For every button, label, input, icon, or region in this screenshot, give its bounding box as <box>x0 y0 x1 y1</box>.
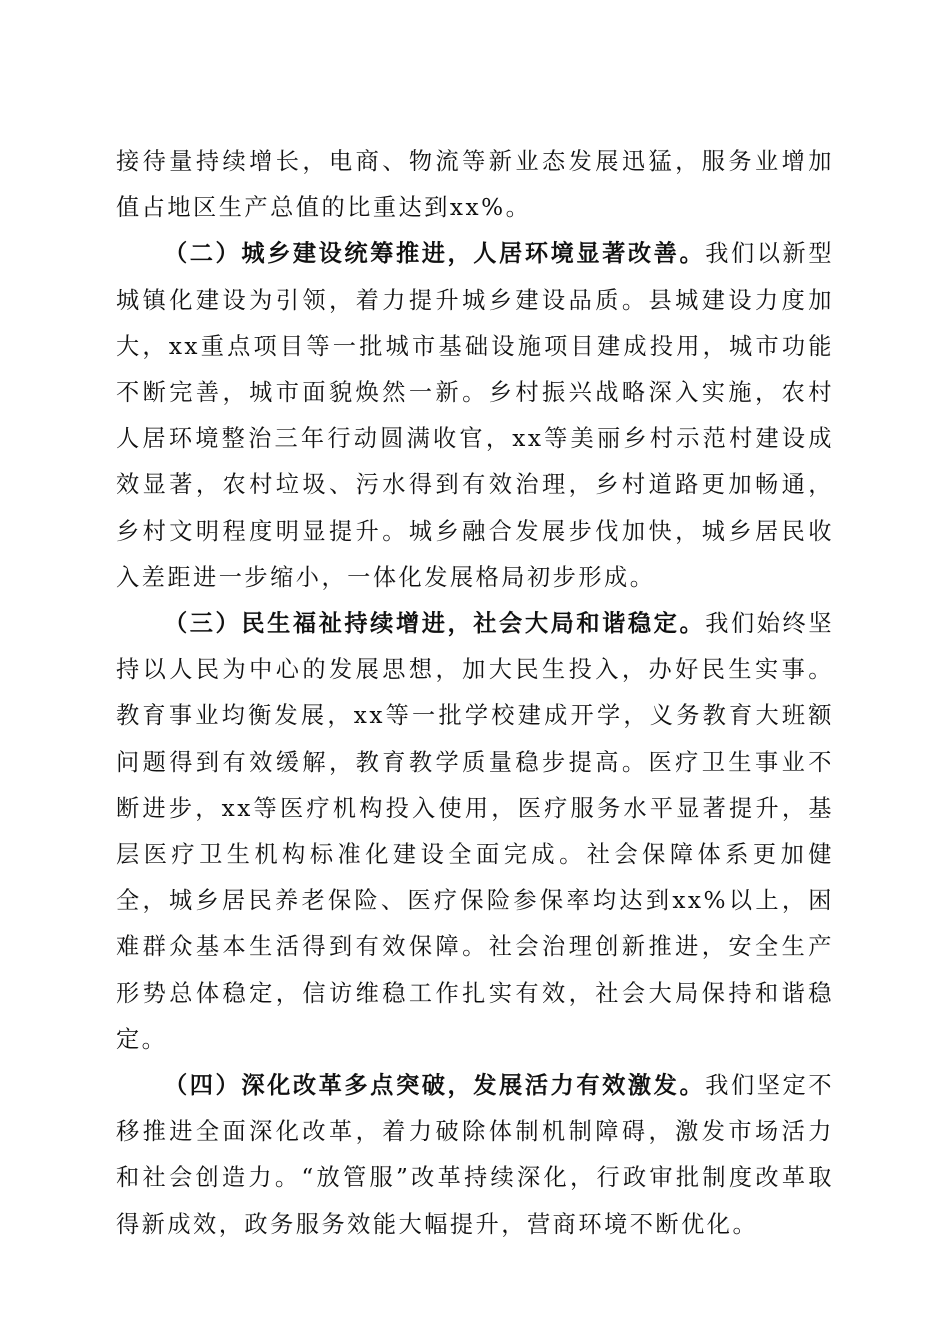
paragraph-1-text: 接待量持续增长，电商、物流等新业态发展迅猛，服务业增加值占地区生产总值的比重达到xx%。 <box>116 148 834 222</box>
paragraph-1 <box>116 139 834 231</box>
paragraph-4 <box>116 1063 834 1248</box>
paragraph-4-text: 我们坚定不移推进全面深化改革，着力破除体制机制障碍，激发市场活力和社会创造力。“放管服”改革持续深化，行政审批制度改革取得新成效，政务服务效能大幅提升，营商环境不断优化。 <box>116 1072 835 1238</box>
paragraph-3-text: 我们始终坚持以人民为中心的发展思想，加大民生投入，办好民生实事。教育事业均衡发展，xx等一批学校建成开学，义务教育大班额问题得到有效缓解，教育教学质量稳步提高。医疗卫生事业不断进步，xx等医疗机构投入使用，医疗服务水平显著提升，基层医疗卫生机构标准化建设全面完成。社会保障体系更加健全，城乡居民养老保险、医疗保险参保率均达到xx%以上，困难群众基本生活得到有效保障。社会治理创新推进，安全生产形势总体稳定，信访维稳工作扎实有效，社会大局保持和谐稳定。 <box>116 610 835 1053</box>
paragraph-3 <box>116 601 834 1063</box>
paragraph-2-heading: （二）城乡建设统筹推进，人居环境显著改善。 <box>164 240 706 268</box>
document-page <box>116 139 834 1248</box>
paragraph-4-heading: （四）深化改革多点突破，发展活力有效激发。 <box>164 1072 706 1100</box>
paragraph-3-heading: （三）民生福祉持续增进，社会大局和谐稳定。 <box>164 610 706 638</box>
paragraph-2 <box>116 231 834 601</box>
paragraph-2-text: 我们以新型城镇化建设为引领，着力提升城乡建设品质。县城建设力度加大，xx重点项目等一批城市基础设施项目建成投用，城市功能不断完善，城市面貌焕然一新。乡村振兴战略深入实施，农村人居环境整治三年行动圆满收官，xx等美丽乡村示范村建设成效显著，农村垃圾、污水得到有效治理，乡村道路更加畅通，乡村文明程度明显提升。城乡融合发展步伐加快，城乡居民收入差距进一步缩小，一体化发展格局初步形成。 <box>116 240 835 591</box>
